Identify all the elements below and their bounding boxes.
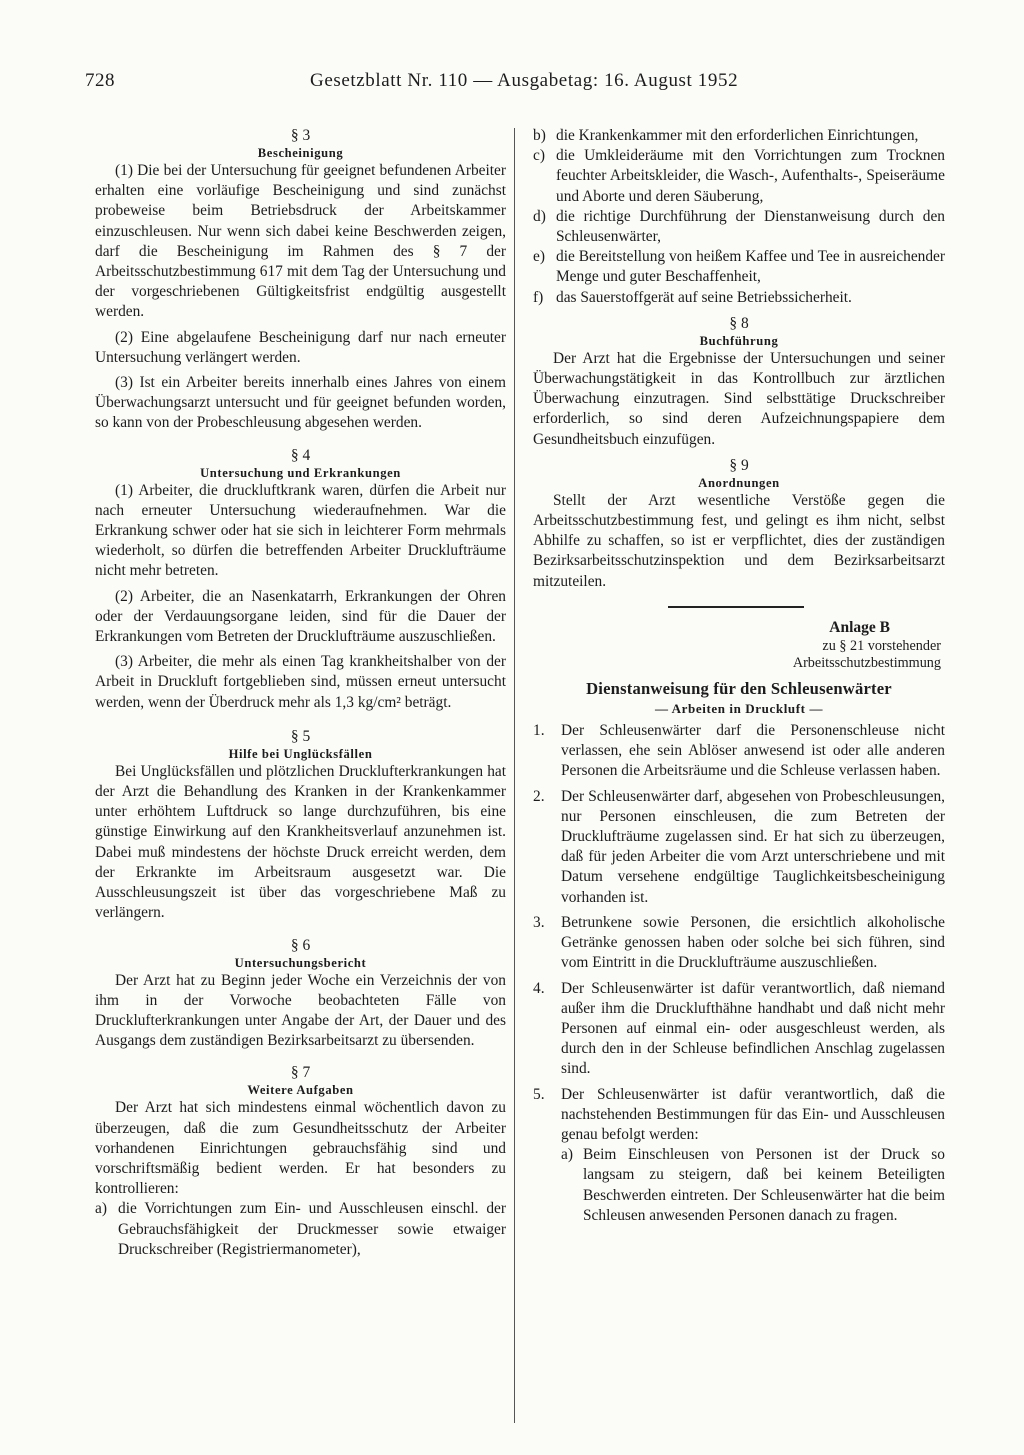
numbered-item-label: 5.	[533, 1085, 545, 1103]
numbered-item-label: 3.	[533, 913, 545, 931]
column-divider	[514, 128, 515, 1423]
left-column	[95, 126, 506, 1260]
header-title: Gesetzblatt Nr. 110 — Ausgabetag: 16. August 1952	[310, 70, 739, 91]
right-column	[533, 126, 945, 1226]
section-rule	[668, 606, 804, 608]
section-title: Anordnungen	[698, 475, 780, 490]
list-item-label: c)	[533, 147, 545, 165]
section-number: § 7	[290, 1064, 311, 1082]
sub-item	[533, 1145, 945, 1226]
list-item-label: b)	[533, 127, 546, 144]
paragraph: (3) Arbeiter, die mehr als einen Tag krankheitshalber von der Arbeit in Druckluft fortgeblieben sind, müssen erneut untersucht werden, wenn der Überdruck mehr als 1,3 kg/cm² beträgt.	[95, 653, 506, 711]
section-number: § 8	[729, 314, 749, 332]
section-title: Untersuchung und Erkrankungen	[200, 465, 401, 480]
list-item	[533, 126, 945, 146]
instruction-title: Dienstanweisung für den Schleusenwärter	[586, 679, 892, 699]
paragraph: (2) Eine abgelaufene Bescheinigung darf nur nach erneuter Untersuchung verlängert werden.	[95, 328, 506, 366]
section-number: § 3	[290, 127, 311, 144]
section-title: Buchführung	[699, 333, 779, 348]
numbered-item	[533, 913, 945, 974]
paragraph: Stellt der Arzt wesentliche Verstöße gegen die Arbeitsschutzbestimmung fest, und gelingt es ihm nicht, selbst Abhilfe zu schaffen, so ist er verpflichtet, dies der zuständigen Bezirksarbeitsschutzinspektion und dem Bezirksarbeitsarzt mitzuteilen.	[533, 491, 945, 590]
numbered-item	[533, 787, 945, 908]
paragraph: Bei Unglücksfällen und plötzlichen Drucklufterkrankungen hat der Arzt die Behandlung des Kranken in der Krankenkammer unter erhöhtem Luftdruck so lange durchzuführen, bis eine günstige Einwirkung auf den Krankheitsverlauf anzunehmen ist. Dabei muß mindestens der höchste Druck erreicht werden, dem der Erkrankte im Arbeitsraum ausgesetzt war. Die Ausschleusungszeit ist über das vorgeschriebene Maß zu verlängern.	[95, 762, 506, 922]
paragraph: (1) Arbeiter, die druckluftkrank waren, dürfen die Arbeit nur nach erneuter Untersuchung wiederaufnehmen. War die Erkrankung schwer oder hat sie sich in leichterer Form mehrmals wiederholt, so dürfen die betreffenden Arbeiter Drucklufträume nicht mehr betreten.	[95, 481, 506, 580]
numbered-item-text: Der Schleusenwärter ist dafür verantwortlich, daß die nachstehenden Bestimmungen für das Ein- und Ausschleusen genau befolgt werden:	[561, 1085, 945, 1143]
list-item-label: e)	[533, 248, 545, 266]
page-number: 728	[85, 70, 115, 91]
list-item	[533, 247, 945, 287]
section-title: Untersuchungsbericht	[234, 955, 367, 970]
section-number: § 6	[290, 936, 311, 954]
numbered-item-label: 1.	[533, 722, 545, 740]
section-number: § 4	[290, 446, 311, 464]
list-item-label: f)	[533, 288, 544, 306]
numbered-item-text: Der Schleusenwärter darf die Personenschleuse nicht verlassen, ehe sein Ablöser anwesend ist oder alle anderen Personen die Arbeitsräume und die Schleuse verlassen haben.	[561, 722, 945, 780]
paragraph: (1) Die bei der Untersuchung für geeignet befundenen Arbeiter erhalten eine vorläufige Bescheinigung und sind zunächst probeweise beim Betriebsdruck der Arbeitskammer einzuschleusen. Nur wenn sich dabei keine Beschwerden zeigen, darf die Bescheinigung im Rahmen des § 7 der Arbeitsschutzbestimmung 617 mit dem Tag der Untersuchung und der vorgeschriebenen Gültigkeitsfrist endgültig ausgestellt werden.	[95, 162, 506, 321]
list-item	[533, 207, 945, 247]
appendix-title: Anlage B	[829, 618, 890, 636]
list-item	[533, 146, 945, 207]
list-item-text: die Vorrichtungen zum Ein- und Ausschleusen einschl. der Gebrauchsfähigkeit der Druckmesser sowie etwaiger Druckschreiber (Registriermanometer),	[118, 1200, 506, 1258]
sub-item-label: a)	[561, 1146, 573, 1164]
paragraph: (2) Arbeiter, die an Nasenkatarrh, Erkrankungen der Ohren oder der Verdauungsorgane leiden, sind für die Dauer der Erkrankungen vom Betreten der Drucklufträume auszuschließen.	[95, 587, 506, 646]
sub-item-text: Beim Einschleusen von Personen ist der Druck so langsam zu steigern, daß bei keinem Beteiligten Beschwerden eintreten. Der Schleusenwärter hat die beim Schleusen anwesenden Personen danach zu fragen.	[583, 1146, 945, 1224]
numbered-item-label: 2.	[533, 787, 545, 805]
section-title: Hilfe bei Unglücksfällen	[228, 746, 373, 761]
list-item-text: die Umkleideräume mit den Vorrichtungen zum Trocknen feuchter Arbeitskleider, die Wasch-, Aufenthalts-, Speiseräume und Aborte und deren Säuberung,	[556, 147, 945, 205]
numbered-item	[533, 721, 945, 782]
numbered-item-text: Der Schleusenwärter ist dafür verantwortlich, daß niemand außer ihm die Drucklufthähne handhabt und daß nicht mehr Personen auf einmal ein- oder ausgeschleust werden, als durch den in der Schleuse befindlichen Anschlag zugelassen sind.	[561, 979, 945, 1078]
list-item	[95, 1199, 506, 1260]
paragraph: Der Arzt hat zu Beginn jeder Woche ein Verzeichnis der von ihm in der Vorwoche beobachteten Fälle von Drucklufterkrankungen unter Angabe der Art, der Dauer und des Ausgangs dem zuständigen Bezirksarbeitsarzt zu übersenden.	[95, 971, 506, 1050]
paragraph: (3) Ist ein Arbeiter bereits innerhalb eines Jahres von einem Überwachungsarzt untersucht und für geeignet befunden worden, so kann von der Probeschleusung abgesehen werden.	[95, 374, 506, 432]
numbered-item	[533, 979, 945, 1080]
list-item-text: die Krankenkammer mit den erforderlichen Einrichtungen,	[556, 127, 919, 144]
appendix-subtitle: Arbeitsschutzbestimmung	[792, 655, 941, 672]
list-item	[533, 288, 945, 308]
list-item-label: d)	[533, 207, 546, 225]
numbered-item-label: 4.	[533, 979, 545, 997]
numbered-item-text: Betrunkene sowie Personen, die ersichtlich alkoholische Getränke genossen haben oder solche bei sich führen, sind vom Eintritt in die Drucklufträume auszuschließen.	[561, 913, 945, 972]
section-title: Weitere Aufgaben	[247, 1083, 354, 1098]
instruction-subtitle: — Arbeiten in Druckluft —	[654, 701, 824, 717]
paragraph: Der Arzt hat sich mindestens einmal wöchentlich davon zu überzeugen, daß die zum Gesundheitsschutz der Arbeiter vorhandenen Einrichtungen gebrauchsfähig sind und vorschriftsmäßig bedient werden. Er hat besonders zu kontrollieren:	[95, 1099, 506, 1198]
appendix-subtitle: zu § 21 vorstehender	[822, 638, 941, 655]
section-title: Bescheinigung	[257, 146, 344, 160]
section-number: § 5	[290, 727, 311, 745]
list-item-text: das Sauerstoffgerät auf seine Betriebssicherheit.	[556, 288, 852, 306]
numbered-item	[533, 1085, 945, 1146]
list-item-text: die Bereitstellung von heißem Kaffee und Tee in ausreichender Menge und guter Beschaffenheit,	[556, 248, 945, 286]
list-item-text: die richtige Durchführung der Dienstanweisung durch den Schleusenwärter,	[556, 207, 945, 246]
page-header	[85, 70, 945, 100]
paragraph: Der Arzt hat die Ergebnisse der Untersuchungen und seiner Überwachungstätigkeit in das Kontrollbuch zur ärztlichen Überwachung einzutragen. Sind selbsttätige Druckschreiber erforderlich, so sind deren Aufzeichnungspapiere dem Gesundheitsbuch einzufügen.	[533, 349, 945, 448]
section-number: § 9	[729, 456, 749, 474]
list-item-label: a)	[95, 1200, 107, 1218]
numbered-item-text: Der Schleusenwärter darf, abgesehen von Probeschleusungen, nur Personen einschleusen, die zum Betreten der Drucklufträume zugelassen sind. Er hat sich zu überzeugen, daß für jeden Arbeiter die vom Arzt unterschriebene und mit Datum versehene endgültige Tauglichkeitsbescheinigung vorhanden ist.	[561, 787, 945, 906]
